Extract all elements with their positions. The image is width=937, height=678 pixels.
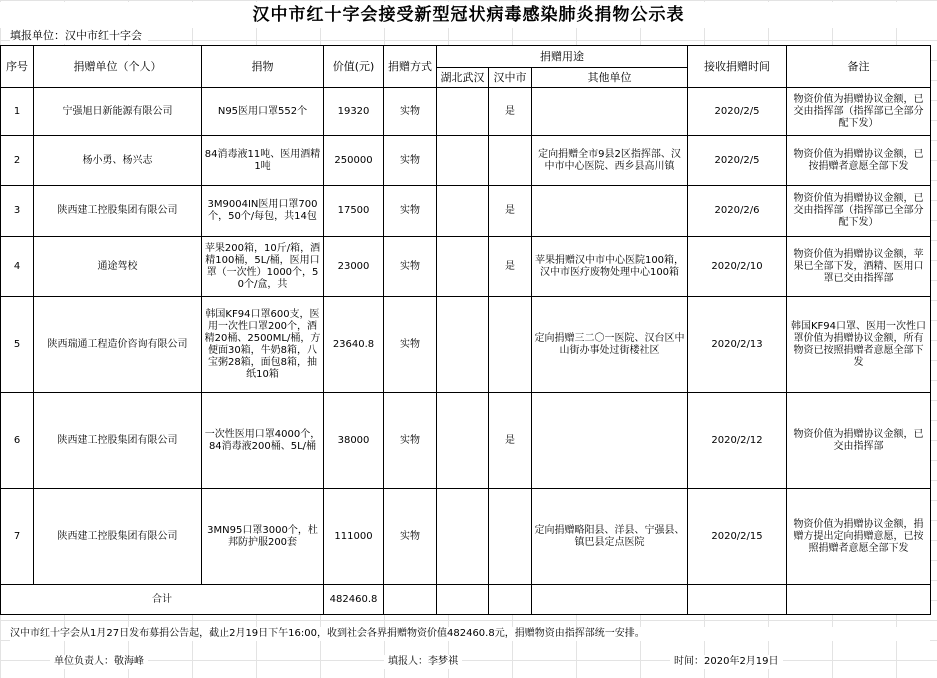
cell-donor: 杨小勇、杨兴志 <box>34 136 202 186</box>
cell-value: 38000 <box>324 393 384 489</box>
cell-time: 2020/2/13 <box>688 297 787 393</box>
cell-hubei <box>437 393 489 489</box>
cell-item: 一次性医用口罩4000个，84消毒液200桶、5L/桶 <box>202 393 324 489</box>
cell-hubei <box>437 88 489 136</box>
cell-hanzhong <box>489 489 532 585</box>
cell-hubei <box>437 136 489 186</box>
cell-seq: 6 <box>1 393 34 489</box>
cell-remark: 物资价值为捐赠协议金额，已交由指挥部 <box>787 393 931 489</box>
cell-item: N95医用口罩552个 <box>202 88 324 136</box>
cell-donor: 陕西建工控股集团有限公司 <box>34 186 202 237</box>
cell-item: 韩国KF94口罩600支，医用一次性口罩200个，酒精20桶、2500ML/桶，方便面30箱，牛奶8箱，八宝粥28箱，面包8箱，抽纸10箱 <box>202 297 324 393</box>
summary-note: 汉中市红十字会从1月27日发布募捐公告起，截止2月19日下午16:00，收到社会各界捐赠物资价值482460.8元，捐赠物资由指挥部统一安排。 <box>10 627 930 641</box>
cell-time: 2020/2/5 <box>688 136 787 186</box>
cell-item: 3MN95口罩3000个，杜邦防护服200套 <box>202 489 324 585</box>
total-label: 合计 <box>1 585 324 615</box>
cell-hanzhong <box>489 297 532 393</box>
cell-seq: 5 <box>1 297 34 393</box>
header-method: 捐赠方式 <box>384 46 437 88</box>
cell-hubei <box>437 489 489 585</box>
cell-method: 实物 <box>384 136 437 186</box>
header-donor: 捐赠单位（个人） <box>34 46 202 88</box>
cell-donor: 宁强旭日新能源有限公司 <box>34 88 202 136</box>
cell-other: 苹果捐赠汉中市中心医院100箱，汉中市医疗废物处理中心100箱 <box>532 237 688 297</box>
table-row <box>1 237 931 297</box>
table-row <box>1 186 931 237</box>
cell-hanzhong <box>489 136 532 186</box>
page-title: 汉中市红十字会接受新型冠状病毒感染肺炎捐物公示表 <box>0 2 937 28</box>
cell-value: 19320 <box>324 88 384 136</box>
cell-seq: 1 <box>1 88 34 136</box>
cell-donor: 陕西建工控股集团有限公司 <box>34 489 202 585</box>
cell-other: 定向捐赠全市9县2区指挥部、汉中市中心医院、西乡县高川镇 <box>532 136 688 186</box>
cell-seq: 2 <box>1 136 34 186</box>
cell-remark: 韩国KF94口罩、医用一次性口罩价值为捐赠协议金额，所有物资已按照捐赠者意愿全部下发 <box>787 297 931 393</box>
footer-filler: 填报人：李梦祺 <box>384 655 462 669</box>
header-usage-other: 其他单位 <box>532 68 688 88</box>
cell-other: 定向捐赠略阳县、洋县、宁强县、镇巴县定点医院 <box>532 489 688 585</box>
cell-value: 17500 <box>324 186 384 237</box>
cell-seq: 3 <box>1 186 34 237</box>
cell-remark: 物资价值为捐赠协议金额，已交由指挥部（指挥部已全部分配下发） <box>787 186 931 237</box>
cell-donor: 陕西瑞通工程造价咨询有限公司 <box>34 297 202 393</box>
cell-other <box>532 393 688 489</box>
cell-item: 3M9004IN医用口罩700个，50个/每包，共14包 <box>202 186 324 237</box>
header-seq: 序号 <box>1 46 34 88</box>
cell-other: 定向捐赠三二〇一医院、汉台区中山街办事处过街楼社区 <box>532 297 688 393</box>
cell-method: 实物 <box>384 489 437 585</box>
cell-value: 23640.8 <box>324 297 384 393</box>
cell-other <box>532 186 688 237</box>
cell-donor: 陕西建工控股集团有限公司 <box>34 393 202 489</box>
cell-remark: 物资价值为捐赠协议金额，捐赠方提出定向捐赠意愿，已按照捐赠者意愿全部下发 <box>787 489 931 585</box>
cell-hubei <box>437 237 489 297</box>
cell-time: 2020/2/6 <box>688 186 787 237</box>
cell-time: 2020/2/10 <box>688 237 787 297</box>
cell-method: 实物 <box>384 88 437 136</box>
cell-method: 实物 <box>384 297 437 393</box>
table-body <box>1 88 931 585</box>
cell-method: 实物 <box>384 186 437 237</box>
cell-item: 苹果200箱，10斤/箱，酒精100桶，5L/桶，医用口罩（一次性）1000个，50个/盒，共 <box>202 237 324 297</box>
cell-remark: 物资价值为捐赠协议金额，苹果已全部下发，酒精、医用口罩已交由指挥部 <box>787 237 931 297</box>
table-row <box>1 88 931 136</box>
table-total <box>1 585 931 615</box>
table-row <box>1 297 931 393</box>
table-header <box>1 46 931 88</box>
header-value: 价值(元) <box>324 46 384 88</box>
cell-time: 2020/2/12 <box>688 393 787 489</box>
cell-donor: 通途驾校 <box>34 237 202 297</box>
cell-hubei <box>437 297 489 393</box>
header-usage-hanzhong: 汉中市 <box>489 68 532 88</box>
footer-date: 时间：2020年2月19日 <box>670 655 783 669</box>
total-value: 482460.8 <box>324 585 384 615</box>
cell-method: 实物 <box>384 393 437 489</box>
footer-leader: 单位负责人：敬海峰 <box>50 655 148 669</box>
cell-hubei <box>437 186 489 237</box>
cell-value: 23000 <box>324 237 384 297</box>
cell-value: 250000 <box>324 136 384 186</box>
header-usage: 捐赠用途 <box>437 46 688 68</box>
header-usage-hubei: 湖北武汉 <box>437 68 489 88</box>
cell-remark: 物资价值为捐赠协议金额，已交由指挥部（指挥部已全部分配下发） <box>787 88 931 136</box>
table-row <box>1 136 931 186</box>
header-remark: 备注 <box>787 46 931 88</box>
cell-value: 111000 <box>324 489 384 585</box>
donation-table <box>0 45 931 615</box>
cell-hanzhong: 是 <box>489 237 532 297</box>
cell-hanzhong: 是 <box>489 393 532 489</box>
cell-hanzhong: 是 <box>489 186 532 237</box>
table-row <box>1 393 931 489</box>
table-row <box>1 489 931 585</box>
cell-remark: 物资价值为捐赠协议金额，已按捐赠者意愿全部下发 <box>787 136 931 186</box>
cell-time: 2020/2/15 <box>688 489 787 585</box>
cell-seq: 7 <box>1 489 34 585</box>
reporting-unit: 填报单位：汉中市红十字会 <box>10 28 148 44</box>
cell-method: 实物 <box>384 237 437 297</box>
header-time: 接收捐赠时间 <box>688 46 787 88</box>
cell-time: 2020/2/5 <box>688 88 787 136</box>
cell-seq: 4 <box>1 237 34 297</box>
cell-item: 84消毒液11吨、医用酒精1吨 <box>202 136 324 186</box>
cell-other <box>532 88 688 136</box>
cell-hanzhong: 是 <box>489 88 532 136</box>
header-item: 捐物 <box>202 46 324 88</box>
